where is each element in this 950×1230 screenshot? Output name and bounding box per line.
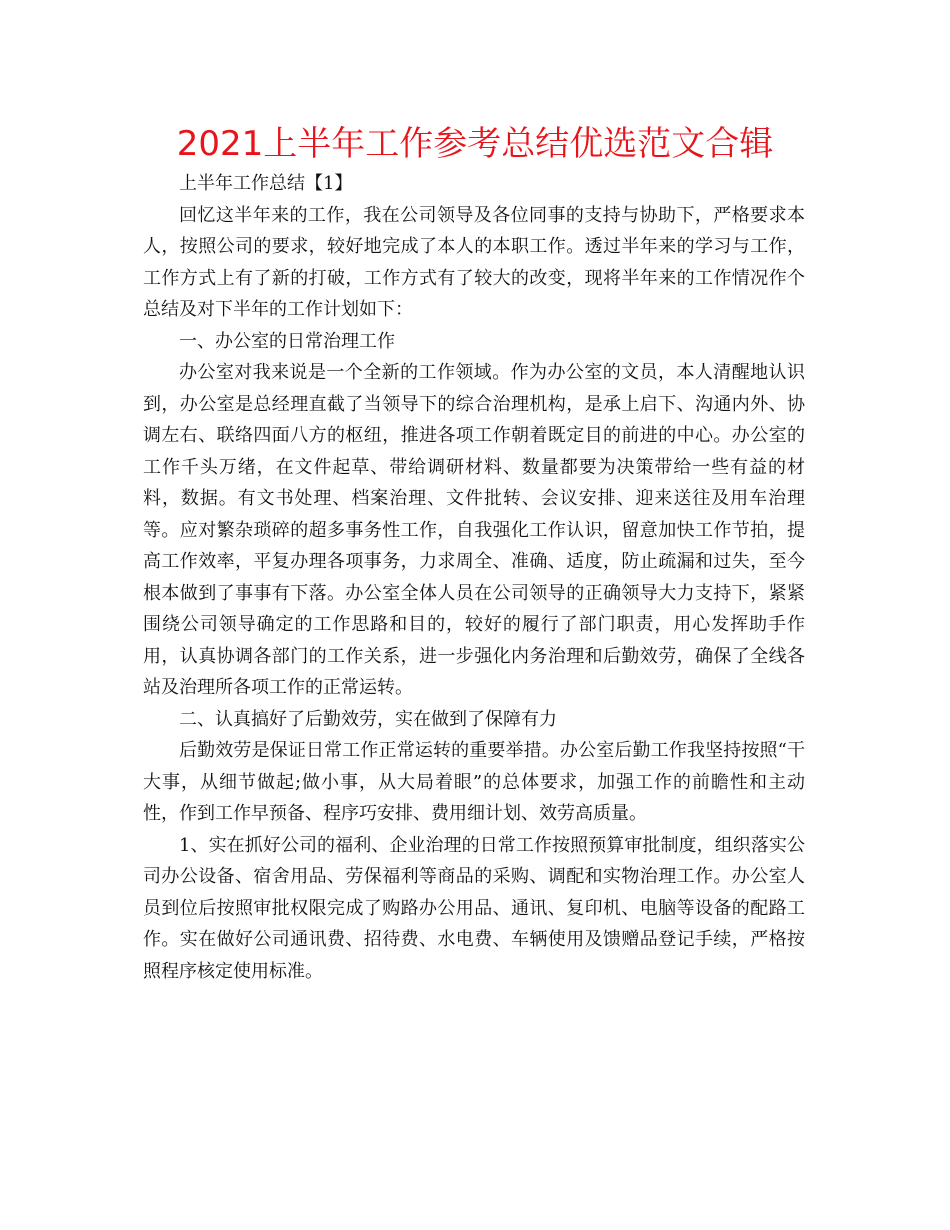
- paragraph-logistics: 后勤效劳是保证日常工作正常运转的重要举措。办公室后勤工作我坚持按照“干大事，从细节做起;做小事，从大局着眼”的总体要求，加强工作的前瞻性和主动性，作到工作早预备、程序巧安排、费用细计划、效劳高质量。: [143, 740, 805, 824]
- paragraph-item-1: 1、实在抓好公司的福利、企业治理的日常工作按照预算审批制度，组织落实公司办公设备、宿舍用品、劳保福利等商品的采购、调配和实物治理工作。办公室人员到位后按照审批权限完成了购路办公用品、通讯、复印机、电脑等设备的配路工作。实在做好公司通讯费、招待费、水电费、车辆使用及馈赠品登记手续，严格按照程序核定使用标准。: [143, 834, 805, 982]
- section-heading-1: 上半年工作总结【1】: [179, 173, 353, 194]
- paragraph-office-work: 办公室对我来说是一个全新的工作领域。作为办公室的文员，本人清醒地认识到，办公室是总经理直截了当领导下的综合治理机构，是承上启下、沟通内外、协调左右、联络四面八方的枢纽，推进各项工作朝着既定目的前进的中心。办公室的工作千头万绪，在文件起草、带给调研材料、数量都要为决策带给一些有益的材料，数据。有文书处理、档案治理、文件批转、会议安排、迎来送往及用车治理等。应对繁杂琐碎的超多事务性工作，自我强化工作认识，留意加快工作节拍，提高工作效率，平复办理各项事务，力求周全、准确、适度，防止疏漏和过失，至今根本做到了事事有下落。办公室全体人员在公司领导的正确领导大力支持下，紧紧围绕公司领导确定的工作思路和目的，较好的履行了部门职责，用心发挥助手作用，认真协调各部门的工作关系，进一步强化内务治理和后勤效劳，确保了全线各站及治理所各项工作的正常运转。: [143, 362, 805, 698]
- document-body: [143, 168, 805, 987]
- section-heading-logistics: 二、认真搞好了后勤效劳，实在做到了保障有力: [179, 708, 557, 730]
- paragraph-intro: 回忆这半年来的工作，我在公司领导及各位同事的支持与协助下，严格要求本人，按照公司的要求，较好地完成了本人的本职工作。透过半年来的学习与工作，工作方式上有了新的打破，工作方式有了较大的改变，现将半年来的工作情况作个总结及对下半年的工作计划如下：: [143, 204, 805, 320]
- document-title: 2021上半年工作参考总结优选范文合辑: [176, 124, 774, 164]
- section-heading-office: 一、办公室的日常治理工作: [179, 330, 395, 352]
